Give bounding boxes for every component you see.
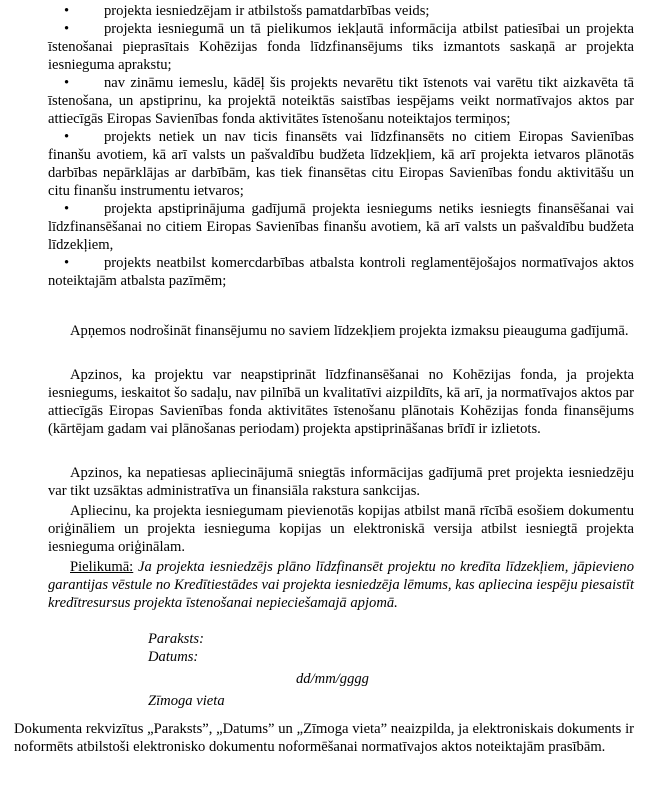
bullet-text: projekts netiek un nav ticis finansēts vai līdzfinansēts no citiem Eiropas Savienības finanšu avotiem, kā arī valsts un pašvaldību budžeta līdzekļiem, kā arī projekta ietvaros plānotās darbības nepārklājas ar darbībām, kas tiek finansētas citu Eiropas Savienības fondu aktivitāšu un citu finanšu instrumentu ietvaros; <box>48 129 634 199</box>
bullet-text: projekta iesniegumā un tā pielikumos iekļautā informācija atbilst patiesībai un projekta īstenošanai pieprasītais Kohēzijas fonda līdzfinansējums tiks izmantots saskaņā ar projekta iesnieguma aprakstu; <box>48 21 634 73</box>
paragraph-sanctions-awareness: Apzinos, ka nepatiesas apliecinājumā sniegtās informācijas gadījumā pret projekta iesniedzēju var tikt uzsāktas administratīva un finansiāla rakstura sankcijas. <box>48 465 634 499</box>
bullet-icon: • <box>64 201 70 217</box>
signature-label: Paraksts: <box>148 631 204 647</box>
bullet-item-4 <box>48 128 634 200</box>
bullet-item-6 <box>48 254 634 290</box>
attachment-note-label: Pielikumā: <box>70 559 134 575</box>
bullet-icon: • <box>64 75 70 91</box>
bullet-icon: • <box>64 21 70 37</box>
bullet-item-5 <box>48 200 634 254</box>
bullet-item-3 <box>48 74 634 128</box>
bullet-text: nav zināmu iemeslu, kādēļ šis projekts nevarētu tikt īstenots vai varētu tikt aizkavēta tā īstenošana, un apstiprinu, ka projektā noteiktās saistības iespējams veikt normatīvajos aktos par attiecīgās Eiropas Savienības fonda aktivitātes īstenošanu noteiktajos termiņos; <box>48 75 634 127</box>
date-label: Datums: <box>148 649 199 665</box>
bullet-icon: • <box>64 3 70 19</box>
bullet-icon: • <box>64 129 70 145</box>
bullet-item-1 <box>48 2 634 20</box>
bullet-item-2 <box>48 20 634 74</box>
stamp-label: Zīmoga vieta <box>148 693 225 709</box>
bullet-text: projekts neatbilst komercdarbības atbalsta kontroli reglamentējošajos normatīvajos aktos noteiktajām atbalsta pazīmēm; <box>48 255 634 289</box>
paragraph-copies-confirmation: Apliecinu, ka projekta iesniegumam pievienotās kopijas atbilst manā rīcībā esošiem dokumentu oriģināliem un projekta iesnieguma kopijas un elektroniskā versija atbilst iesniegtā projekta iesnieguma oriģinālam. <box>48 503 634 555</box>
bullet-text: projekta iesniedzējam ir atbilstošs pamatdarbības veids; <box>104 3 430 19</box>
paragraph-rejection-awareness: Apzinos, ka projektu var neapstiprināt līdzfinansēšanai no Kohēzijas fonda, ja projekta iesniegums, ieskaitot šo sadaļu, nav pilnībā un kvalitatīvi aizpildīts, kā arī, ja normatīvajos aktos par attiecīgās Eiropas Savienības fonda aktivitātes īstenošanu plānotais Kohēzijas fonda finansējums (kārtējam gadam vai plānošanas periodam) projekta apstiprināšanas brīdī ir izlietots. <box>48 367 634 437</box>
bullet-text: projekta apstiprinājuma gadījumā projekta iesniegums netiks iesniegts finansēšanai vai līdzfinansēšanai no citiem Eiropas Savienības finanšu avotiem, kā arī valsts un pašvaldību budžeta līdzekļiem, <box>48 201 634 253</box>
attachment-note <box>48 558 634 612</box>
footer-note: Dokumenta rekvizītus „Paraksts”, „Datums” un „Zīmoga vieta” neaizpilda, ja elektroniskais dokuments ir noformēts atbilstoši elektronisko dokumentu noformēšanai normatīvajos aktos noteiktajām prasībām. <box>14 721 634 755</box>
attachment-note-text: Ja projekta iesniedzējs plāno līdzfinansēt projektu no kredīta līdzekļiem, jāpievieno garantijas vēstule no Kredītiestādes vai projekta iesniedzēja lēmums, kas apliecina iespēju piesaistīt kredītresursus projekta īstenošanai nepieciešamajā apjomā. <box>48 559 634 611</box>
date-format-hint: dd/mm/gggg <box>296 671 369 687</box>
bullet-icon: • <box>64 255 70 271</box>
declaration-bullet-list <box>48 2 634 290</box>
paragraph-funding-commitment: Apņemos nodrošināt finansējumu no saviem līdzekļiem projekta izmaksu pieauguma gadījumā. <box>70 323 629 339</box>
